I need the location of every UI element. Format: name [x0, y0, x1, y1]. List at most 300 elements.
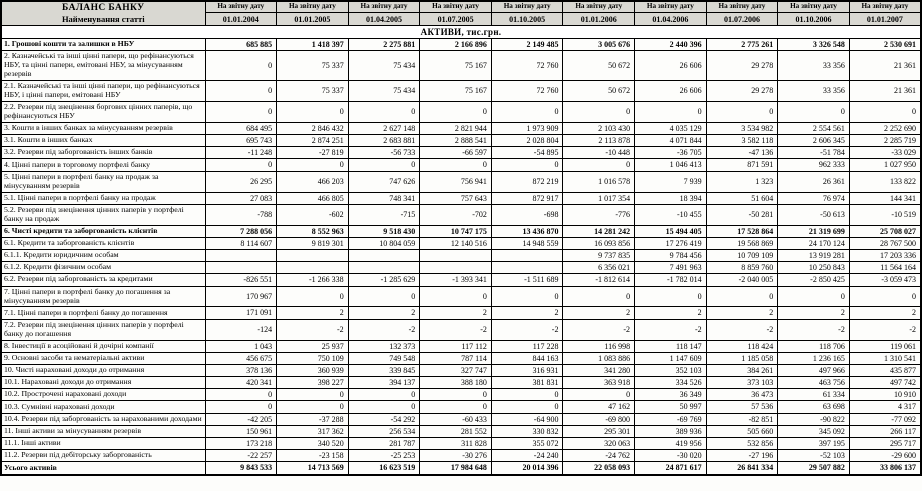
date-header: 01.01.2005 — [277, 13, 349, 26]
on-date-header: На звітну дату — [849, 1, 921, 13]
cell-value: 266 117 — [849, 425, 921, 437]
cell-value: 0 — [348, 159, 420, 171]
cell-value: 0 — [778, 101, 850, 122]
cell-value: 10 747 175 — [420, 225, 492, 237]
cell-value: -36 705 — [635, 147, 707, 159]
cell-value: 33 356 — [778, 51, 850, 81]
cell-value: 311 828 — [420, 438, 492, 450]
cell-value: 1 046 413 — [635, 159, 707, 171]
cell-value: 1 973 909 — [491, 122, 563, 134]
cell-value: -698 — [491, 204, 563, 225]
cell-value: 132 373 — [348, 340, 420, 352]
cell-value: 13 436 870 — [491, 225, 563, 237]
cell-value: -50 281 — [706, 204, 778, 225]
cell-value: -29 600 — [849, 450, 921, 462]
cell-value: 2 821 944 — [420, 122, 492, 134]
cell-value: -52 103 — [778, 450, 850, 462]
section-title: АКТИВИ, тис.грн. — [1, 26, 921, 39]
cell-value: 7 288 056 — [205, 225, 277, 237]
cell-value: 19 568 869 — [706, 237, 778, 249]
cell-value: -69 800 — [563, 413, 635, 425]
cell-value: 1 323 — [706, 171, 778, 192]
cell-value: 51 604 — [706, 192, 778, 204]
cell-value: -24 240 — [491, 450, 563, 462]
date-header: 01.01.2004 — [205, 13, 277, 26]
row-label: 6.1.2. Кредити фізичним особам — [1, 262, 205, 274]
cell-value: 340 520 — [277, 438, 349, 450]
cell-value: 47 162 — [563, 401, 635, 413]
cell-value: 1 418 397 — [277, 39, 349, 51]
cell-value: 2 440 396 — [635, 39, 707, 51]
cell-value: 373 103 — [706, 377, 778, 389]
cell-value: 1 310 541 — [849, 352, 921, 364]
date-header: 01.07.2005 — [420, 13, 492, 26]
table-row — [1, 307, 921, 319]
cell-value: 133 822 — [849, 171, 921, 192]
table-row — [1, 364, 921, 376]
cell-value: 0 — [205, 51, 277, 81]
cell-value: 118 706 — [778, 340, 850, 352]
cell-value: 756 941 — [420, 171, 492, 192]
cell-value: 2 103 430 — [563, 122, 635, 134]
cell-value: -2 — [778, 319, 850, 340]
cell-value: 9 843 533 — [205, 462, 277, 475]
date-header: 01.01.2006 — [563, 13, 635, 26]
cell-value: 117 112 — [420, 340, 492, 352]
table-row — [1, 389, 921, 401]
cell-value: -2 — [277, 319, 349, 340]
cell-value: -1 285 629 — [348, 274, 420, 286]
row-label: 10.1. Нараховані доходи до отримання — [1, 377, 205, 389]
on-date-header: На звітну дату — [778, 1, 850, 13]
cell-value: 872 219 — [491, 171, 563, 192]
row-label: 2. Казначейські та інші цінні папери, що рефінансуються НБУ, та цінні папери, емітовані НБУ, за мінусуванням резервів — [1, 51, 205, 81]
cell-value: 29 278 — [706, 81, 778, 102]
cell-value: 8 859 760 — [706, 262, 778, 274]
cell-value: 75 434 — [348, 81, 420, 102]
cell-value: -1 266 338 — [277, 274, 349, 286]
cell-value: 2 149 485 — [491, 39, 563, 51]
cell-value: 7 939 — [635, 171, 707, 192]
table-header — [1, 1, 921, 39]
cell-value: 50 672 — [563, 51, 635, 81]
cell-value: 466 203 — [277, 171, 349, 192]
date-header: 01.04.2006 — [635, 13, 707, 26]
cell-value: 4 035 129 — [635, 122, 707, 134]
cell-value: 0 — [563, 159, 635, 171]
cell-value: -715 — [348, 204, 420, 225]
cell-value: 26 606 — [635, 51, 707, 81]
cell-value: 36 349 — [635, 389, 707, 401]
cell-value: -23 158 — [277, 450, 349, 462]
cell-value: 394 137 — [348, 377, 420, 389]
row-label: 2.1. Казначейські та інші цінні папери, що рефінансуються НБУ, і цінні папери, емітовані НБУ — [1, 81, 205, 102]
cell-value: 3 005 676 — [563, 39, 635, 51]
cell-value: -27 196 — [706, 450, 778, 462]
cell-value: 72 760 — [491, 81, 563, 102]
cell-value: -11 248 — [205, 147, 277, 159]
cell-value: 2 — [635, 307, 707, 319]
table-row — [1, 225, 921, 237]
cell-value: 119 061 — [849, 340, 921, 352]
cell-value: 22 058 093 — [563, 462, 635, 475]
date-header: 01.10.2005 — [491, 13, 563, 26]
cell-value: 2 — [563, 307, 635, 319]
cell-value: -1 812 614 — [563, 274, 635, 286]
cell-value: 2 627 148 — [348, 122, 420, 134]
cell-value: 2 166 896 — [420, 39, 492, 51]
cell-value: 872 917 — [491, 192, 563, 204]
cell-value: 170 967 — [205, 286, 277, 307]
row-label: 7. Цінні папери в портфелі банку до погашення за мінусуванням резервів — [1, 286, 205, 307]
row-label: 11.1. Інші активи — [1, 438, 205, 450]
cell-value: -60 433 — [420, 413, 492, 425]
cell-value: 75 167 — [420, 81, 492, 102]
cell-value: 1 185 058 — [706, 352, 778, 364]
row-label: 7.2. Резерви під знецінення цінних паперів у портфелі банку до погашення — [1, 319, 205, 340]
cell-value: 28 767 500 — [849, 237, 921, 249]
cell-value: -2 — [706, 319, 778, 340]
table-row — [1, 249, 921, 261]
cell-value: 0 — [563, 389, 635, 401]
cell-value: 33 356 — [778, 81, 850, 102]
row-label: 6.2. Резерви під заборгованість за кредитами — [1, 274, 205, 286]
cell-value: 2 683 881 — [348, 135, 420, 147]
table-row — [1, 81, 921, 102]
row-label: 7.1. Цінні папери в портфелі банку до погашення — [1, 307, 205, 319]
cell-value: 397 195 — [778, 438, 850, 450]
cell-value: -788 — [205, 204, 277, 225]
row-label: 6.1.1. Кредити юридичним особам — [1, 249, 205, 261]
header-row-labels — [1, 1, 921, 13]
cell-value: -37 288 — [277, 413, 349, 425]
cell-value: 1 083 886 — [563, 352, 635, 364]
cell-value — [205, 249, 277, 261]
cell-value: 0 — [491, 389, 563, 401]
cell-value: 50 997 — [635, 401, 707, 413]
cell-value: -90 822 — [778, 413, 850, 425]
cell-value: 334 526 — [635, 377, 707, 389]
cell-value: -56 733 — [348, 147, 420, 159]
cell-value: 466 805 — [277, 192, 349, 204]
table-row — [1, 39, 921, 51]
row-label: Усього активів — [1, 462, 205, 475]
cell-value: 0 — [277, 101, 349, 122]
cell-value: 330 832 — [491, 425, 563, 437]
row-label: 10.4. Резерви під заборгованість за нарахованими доходами — [1, 413, 205, 425]
cell-value: 21 319 699 — [778, 225, 850, 237]
cell-value — [348, 249, 420, 261]
cell-value: 1 027 950 — [849, 159, 921, 171]
cell-value: 0 — [491, 286, 563, 307]
cell-value: -64 900 — [491, 413, 563, 425]
table-row — [1, 377, 921, 389]
table-row — [1, 135, 921, 147]
cell-value: 13 919 281 — [778, 249, 850, 261]
cell-value: 29 278 — [706, 51, 778, 81]
cell-value: 384 261 — [706, 364, 778, 376]
cell-value: 748 341 — [348, 192, 420, 204]
cell-value: 173 218 — [205, 438, 277, 450]
on-date-header: На звітну дату — [706, 1, 778, 13]
cell-value: 14 281 242 — [563, 225, 635, 237]
cell-value: 7 491 963 — [635, 262, 707, 274]
cell-value: 1 236 165 — [778, 352, 850, 364]
cell-value: 463 756 — [778, 377, 850, 389]
cell-value: 33 806 137 — [849, 462, 921, 475]
date-header: 01.10.2006 — [778, 13, 850, 26]
row-label: 3. Кошти в інших банках за мінусуванням резервів — [1, 122, 205, 134]
table-row — [1, 438, 921, 450]
cell-value: -2 — [635, 319, 707, 340]
cell-value: 18 394 — [635, 192, 707, 204]
cell-value: 316 931 — [491, 364, 563, 376]
table-row — [1, 286, 921, 307]
cell-value: 25 708 027 — [849, 225, 921, 237]
cell-value: 63 698 — [778, 401, 850, 413]
cell-value — [420, 262, 492, 274]
cell-value: 12 140 516 — [420, 237, 492, 249]
cell-value: 339 845 — [348, 364, 420, 376]
cell-value: 281 787 — [348, 438, 420, 450]
cell-value: 2 113 878 — [563, 135, 635, 147]
row-label: 10. Чисті нараховані доходи до отримання — [1, 364, 205, 376]
cell-value: 0 — [420, 389, 492, 401]
cell-value: 352 103 — [635, 364, 707, 376]
table-title: БАЛАНС БАНКУ — [62, 3, 145, 13]
table-row — [1, 319, 921, 340]
cell-value: -30 276 — [420, 450, 492, 462]
cell-value: 0 — [849, 286, 921, 307]
name-column-heading: Найменування статті — [61, 14, 145, 24]
table-row — [1, 159, 921, 171]
cell-value: 10 804 059 — [348, 237, 420, 249]
table-body — [1, 39, 921, 475]
row-label: 2.2. Резерви під знецінення боргових цінних паперів, що рефінансуються НБУ — [1, 101, 205, 122]
cell-value: 118 424 — [706, 340, 778, 352]
cell-value: 0 — [563, 101, 635, 122]
cell-value: 117 228 — [491, 340, 563, 352]
cell-value: 0 — [491, 159, 563, 171]
cell-value: 4 317 — [849, 401, 921, 413]
cell-value: 2 — [778, 307, 850, 319]
cell-value: 10 910 — [849, 389, 921, 401]
cell-value: 749 548 — [348, 352, 420, 364]
cell-value: 3 582 118 — [706, 135, 778, 147]
cell-value: 2 — [348, 307, 420, 319]
cell-value: 2 — [491, 307, 563, 319]
cell-value: -66 597 — [420, 147, 492, 159]
table-row — [1, 340, 921, 352]
table-row — [1, 450, 921, 462]
row-label: 5.2. Резерви під знецінення цінних паперів у портфелі банку на продаж — [1, 204, 205, 225]
cell-value: 75 167 — [420, 51, 492, 81]
cell-value: 345 092 — [778, 425, 850, 437]
cell-value: -10 519 — [849, 204, 921, 225]
cell-value: -47 136 — [706, 147, 778, 159]
cell-value: 9 518 430 — [348, 225, 420, 237]
cell-value — [277, 249, 349, 261]
cell-value: 871 591 — [706, 159, 778, 171]
cell-value: -77 092 — [849, 413, 921, 425]
cell-value: -2 — [491, 319, 563, 340]
cell-value: 389 936 — [635, 425, 707, 437]
cell-value — [205, 262, 277, 274]
cell-value: 2 874 251 — [277, 135, 349, 147]
cell-value: 398 227 — [277, 377, 349, 389]
cell-value: -602 — [277, 204, 349, 225]
cell-value: 21 361 — [849, 81, 921, 102]
cell-value: 1 043 — [205, 340, 277, 352]
cell-value: 0 — [491, 101, 563, 122]
cell-value: 24 871 617 — [635, 462, 707, 475]
cell-value: -22 257 — [205, 450, 277, 462]
cell-value: 26 841 334 — [706, 462, 778, 475]
cell-value: 0 — [205, 101, 277, 122]
cell-value: 295 717 — [849, 438, 921, 450]
row-label: 3.2. Резерви під заборгованість інших банків — [1, 147, 205, 159]
cell-value: 381 831 — [491, 377, 563, 389]
cell-value: -54 895 — [491, 147, 563, 159]
cell-value: 378 136 — [205, 364, 277, 376]
cell-value: 16 093 856 — [563, 237, 635, 249]
cell-value: -51 784 — [778, 147, 850, 159]
table-row — [1, 413, 921, 425]
table-row — [1, 462, 921, 475]
cell-value: 320 063 — [563, 438, 635, 450]
cell-value — [491, 262, 563, 274]
row-label: 4. Цінні папери в торговому портфелі банку — [1, 159, 205, 171]
table-row — [1, 192, 921, 204]
date-header: 01.07.2006 — [706, 13, 778, 26]
cell-value: 50 672 — [563, 81, 635, 102]
cell-value: 0 — [420, 401, 492, 413]
cell-value — [420, 249, 492, 261]
cell-value: -3 059 473 — [849, 274, 921, 286]
table-row — [1, 204, 921, 225]
section-row — [1, 26, 921, 39]
cell-value: 0 — [348, 389, 420, 401]
cell-value: 0 — [635, 286, 707, 307]
cell-value: -82 851 — [706, 413, 778, 425]
cell-value: 0 — [420, 101, 492, 122]
cell-value: 14 713 569 — [277, 462, 349, 475]
cell-value: 17 528 864 — [706, 225, 778, 237]
cell-value: 0 — [348, 401, 420, 413]
cell-value: 8 114 607 — [205, 237, 277, 249]
cell-value: 750 109 — [277, 352, 349, 364]
cell-value: 2 888 541 — [420, 135, 492, 147]
row-label: 6.1. Кредити та заборгованість клієнтів — [1, 237, 205, 249]
cell-value: 29 507 882 — [778, 462, 850, 475]
cell-value: -2 — [563, 319, 635, 340]
cell-value: 0 — [205, 81, 277, 102]
cell-value: 171 091 — [205, 307, 277, 319]
cell-value: -776 — [563, 204, 635, 225]
cell-value: 61 334 — [778, 389, 850, 401]
on-date-header: На звітну дату — [205, 1, 277, 13]
cell-value: 0 — [277, 286, 349, 307]
cell-value: 695 743 — [205, 135, 277, 147]
cell-value: 15 494 405 — [635, 225, 707, 237]
cell-value: 75 337 — [277, 51, 349, 81]
cell-value: 2 028 804 — [491, 135, 563, 147]
cell-value: -30 020 — [635, 450, 707, 462]
cell-value: 2 606 345 — [778, 135, 850, 147]
cell-value: 2 — [420, 307, 492, 319]
cell-value: 0 — [277, 159, 349, 171]
cell-value: 757 643 — [420, 192, 492, 204]
row-label: 8. Інвестиції в асоційовані й дочірні компанії — [1, 340, 205, 352]
cell-value: 0 — [849, 101, 921, 122]
date-header: 01.04.2005 — [348, 13, 420, 26]
cell-value: 0 — [420, 159, 492, 171]
cell-value: 2 275 881 — [348, 39, 420, 51]
cell-value: -50 613 — [778, 204, 850, 225]
cell-value: 2 285 719 — [849, 135, 921, 147]
cell-value: 1 016 578 — [563, 171, 635, 192]
table-row — [1, 401, 921, 413]
cell-value: -124 — [205, 319, 277, 340]
cell-value: -2 850 425 — [778, 274, 850, 286]
cell-value: 72 760 — [491, 51, 563, 81]
cell-value: 0 — [348, 101, 420, 122]
table-row — [1, 101, 921, 122]
cell-value: 9 737 835 — [563, 249, 635, 261]
cell-value: 2 846 432 — [277, 122, 349, 134]
cell-value: -2 — [420, 319, 492, 340]
cell-value: 36 473 — [706, 389, 778, 401]
cell-value: -10 448 — [563, 147, 635, 159]
cell-value: 2 775 261 — [706, 39, 778, 51]
cell-value: -1 782 014 — [635, 274, 707, 286]
cell-value: 295 301 — [563, 425, 635, 437]
cell-value: 747 626 — [348, 171, 420, 192]
cell-value: 9 784 456 — [635, 249, 707, 261]
cell-value: -2 040 005 — [706, 274, 778, 286]
cell-value: 388 180 — [420, 377, 492, 389]
cell-value — [491, 249, 563, 261]
cell-value: 3 534 982 — [706, 122, 778, 134]
cell-value: 75 337 — [277, 81, 349, 102]
cell-value: -42 205 — [205, 413, 277, 425]
table-title-cell — [1, 1, 205, 26]
cell-value: 17 984 648 — [420, 462, 492, 475]
cell-value: -2 — [849, 319, 921, 340]
cell-value: 26 361 — [778, 171, 850, 192]
on-date-header: На звітну дату — [277, 1, 349, 13]
cell-value: -10 455 — [635, 204, 707, 225]
cell-value: 256 534 — [348, 425, 420, 437]
on-date-header: На звітну дату — [348, 1, 420, 13]
cell-value: 685 885 — [205, 39, 277, 51]
cell-value: 0 — [778, 286, 850, 307]
cell-value: 17 276 419 — [635, 237, 707, 249]
cell-value: 150 961 — [205, 425, 277, 437]
cell-value: -2 — [348, 319, 420, 340]
cell-value: 327 747 — [420, 364, 492, 376]
row-label: 1. Грошові кошти та залишки в НБУ — [1, 39, 205, 51]
cell-value: -69 769 — [635, 413, 707, 425]
cell-value: 0 — [420, 286, 492, 307]
row-label: 6. Чисті кредити та заборгованість клієнтів — [1, 225, 205, 237]
table-row — [1, 51, 921, 81]
cell-value: 341 280 — [563, 364, 635, 376]
row-label: 9. Основні засоби та нематеріальні активи — [1, 352, 205, 364]
cell-value — [277, 262, 349, 274]
cell-value: 355 072 — [491, 438, 563, 450]
row-label: 11. Інші активи за мінусуванням резервів — [1, 425, 205, 437]
